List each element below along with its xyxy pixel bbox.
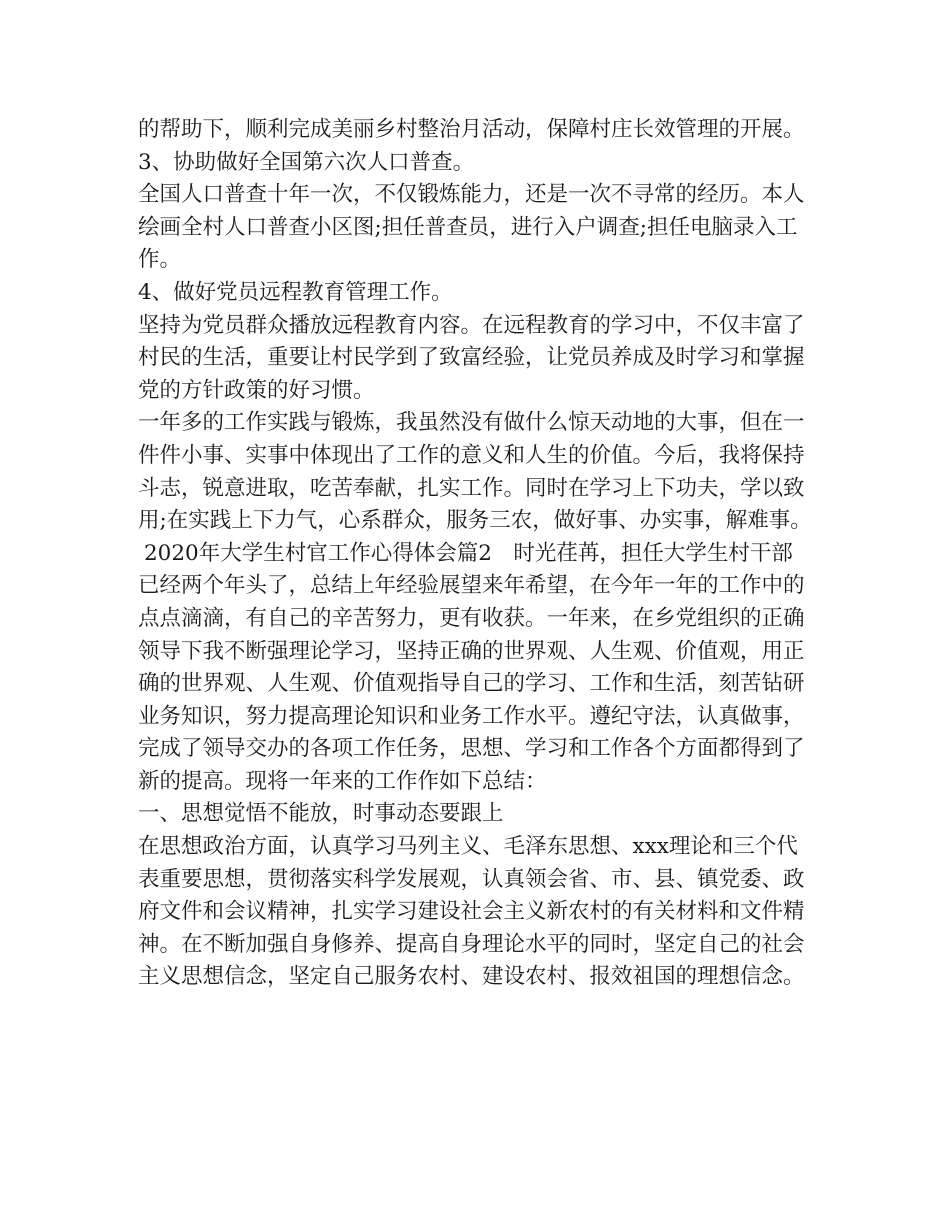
text-line: 主义思想信念，坚定自己服务农村、建设农村、报效祖国的理想信念。 (138, 964, 805, 990)
text-line: 确的世界观、人生观、价值观指导自己的学习、工作和生活，刻苦钻研 (138, 671, 805, 697)
text-line: 全国人口普查十年一次，不仅锻炼能力，还是一次不寻常的经历。本人 (138, 182, 805, 208)
text-line: 神。在不断加强自身修养、提高自身理论水平的同时，坚定自己的社会 (138, 931, 805, 957)
text-line: 表重要思想，贯彻落实科学发展观，认真领会省、市、县、镇党委、政 (138, 866, 805, 892)
text-line: 斗志，锐意进取，吃苦奉献，扎实工作。同时在学习上下功夫，学以致 (138, 475, 805, 501)
text-line: 的帮助下，顺利完成美丽乡村整治月活动，保障村庄长效管理的开展。 (138, 117, 805, 142)
section-heading: 3、协助做好全国第六次人口普查。 (138, 149, 475, 175)
text-line: 党的方针政策的好习惯。 (138, 377, 375, 403)
text-line: 作。 (138, 247, 182, 273)
text-line: 村民的生活，重要让村民学到了致富经验，让党员养成及时学习和掌握 (138, 345, 805, 371)
text-line: 一年多的工作实践与锻炼，我虽然没有做什么惊天动地的大事，但在一 (138, 410, 805, 436)
text-line: 府文件和会议精神，扎实学习建设社会主义新农村的有关材料和文件精 (138, 899, 805, 925)
text-line: 用;在实践上下力气，心系群众，服务三农，做好事、办实事，解难事。 (138, 508, 812, 534)
text-line: 新的提高。现将一年来的工作作如下总结： (138, 768, 547, 794)
text-line: 点点滴滴，有自己的辛苦努力，更有收获。一年来，在乡党组织的正确 (138, 605, 805, 631)
text-line: 在思想政治方面，认真学习马列主义、毛泽东思想、xxx理论和三个代 (138, 834, 798, 860)
section-heading: 4、做好党员远程教育管理工作。 (138, 279, 453, 305)
text-line: 领导下我不断强理论学习，坚持正确的世界观、人生观、价值观，用正 (138, 638, 805, 664)
text-line: 已经两个年头了，总结上年经验展望来年希望，在今年一年的工作中的 (138, 573, 805, 599)
text-line: 绘画全村人口普查小区图;担任普查员，进行入户调查;担任电脑录入工 (138, 214, 798, 240)
text-line: 件件小事、实事中体现出了工作的意义和人生的价值。今后，我将保持 (138, 442, 805, 468)
document-body (138, 114, 828, 994)
article-title-line: 2020年大学生村官工作心得体会篇2 时光荏苒，担任大学生村干部 (144, 540, 793, 566)
text-line: 完成了领导交办的各项工作任务，思想、学习和工作各个方面都得到了 (138, 736, 805, 762)
text-line: 坚持为党员群众播放远程教育内容。在远程教育的学习中，不仅丰富了 (138, 312, 805, 338)
text-line: 业务知识，努力提高理论知识和业务工作水平。遵纪守法，认真做事， (138, 703, 805, 729)
section-heading: 一、思想觉悟不能放，时事动态要跟上 (138, 801, 504, 827)
